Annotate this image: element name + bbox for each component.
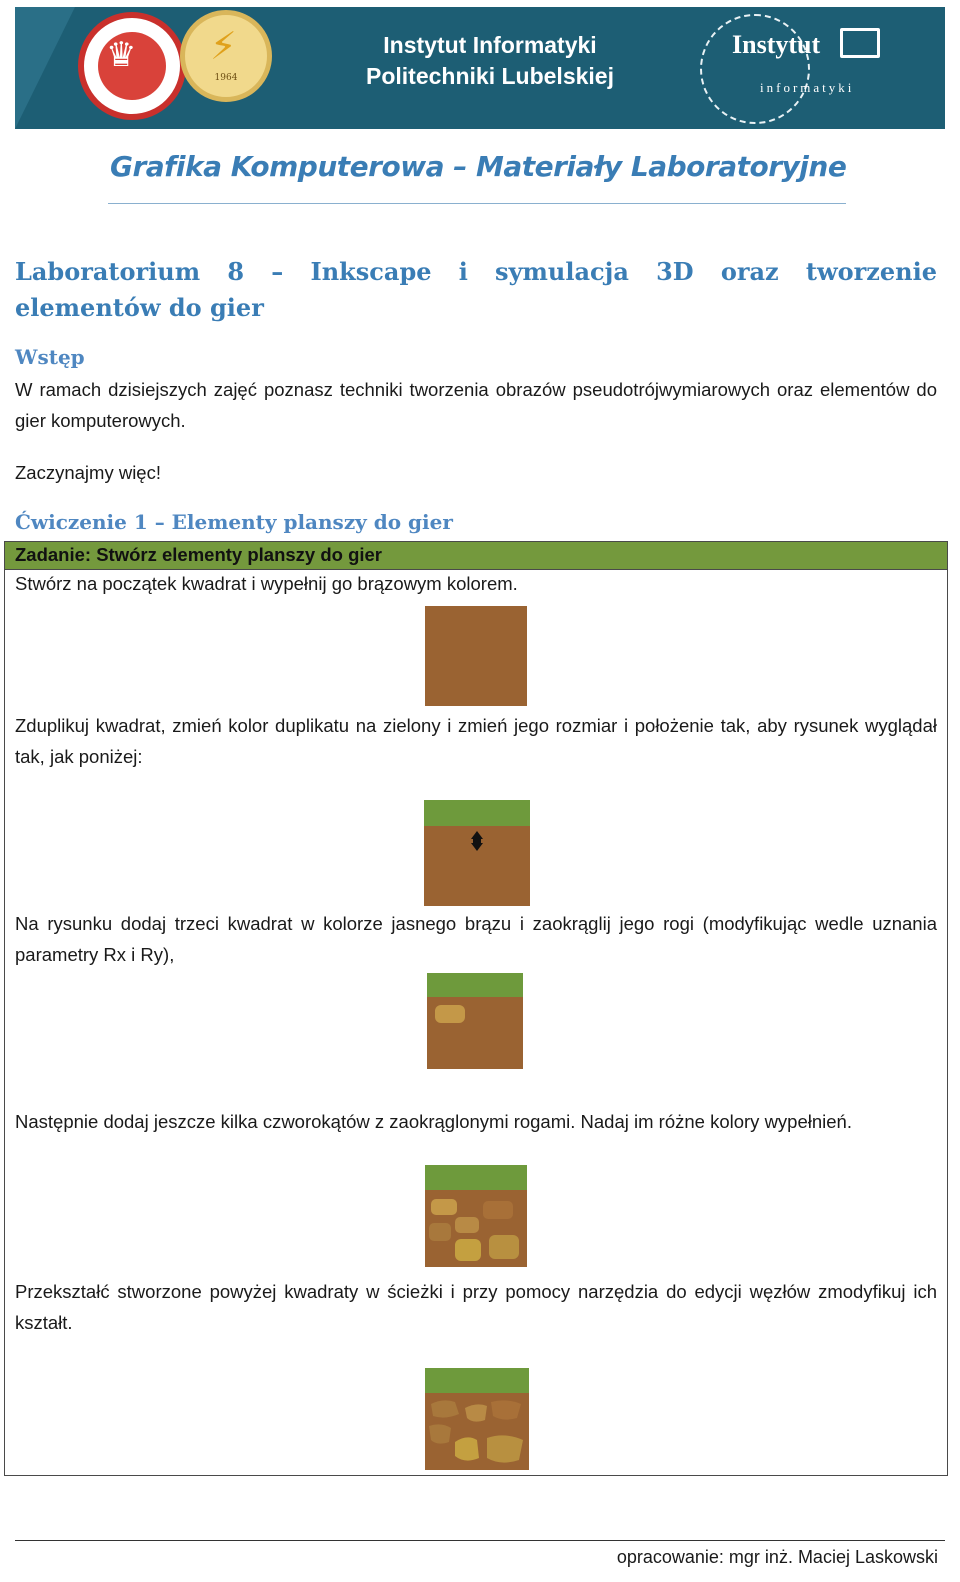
green-strip: [425, 1368, 529, 1393]
lab-heading: Laboratorium 8 – Inkscape i symulacja 3D oraz tworzenie elementów do gier: [15, 257, 937, 322]
intro-heading: Wstęp: [15, 345, 85, 369]
green-strip: [427, 973, 523, 997]
stone-path: [465, 1404, 487, 1421]
banner-title-line1: Instytut Informatyki: [383, 32, 597, 58]
tile-step-5: [425, 1368, 529, 1470]
stone: [455, 1217, 479, 1233]
stone-path: [431, 1400, 459, 1417]
tile-step-3: [427, 973, 523, 1069]
lightning-bolt-icon: ⚡: [210, 24, 237, 68]
stone-path: [491, 1400, 521, 1419]
footer-author: opracowanie: mgr inż. Maciej Laskowski: [616, 1547, 938, 1567]
politechnika-lubelska-logo: [78, 12, 186, 120]
green-strip: [424, 800, 530, 826]
stone: [483, 1201, 513, 1219]
tile-step-1: [425, 606, 527, 706]
stone: [455, 1239, 481, 1261]
faculty-logo: [180, 10, 272, 102]
banner-title: [310, 30, 670, 92]
tile-step-2: [424, 800, 530, 906]
step-4-text: Następnie dodaj jeszcze kilka czworokątów z zaokrąglonymi rogami. Nadaj im różne kolory wypełnień.: [15, 1111, 852, 1132]
banner-decoration: [15, 7, 75, 129]
monitor-icon: [840, 28, 880, 58]
logo-instytut-text: Instytut: [732, 30, 821, 59]
eagle-icon: ♛: [106, 35, 137, 75]
step-3-text: Na rysunku dodaj trzeci kwadrat w kolorze jasnego brązu i zaokrąglij jego rogi (modyfikując wedle uznania parametry Rx i Ry),: [15, 913, 937, 965]
stone-path: [429, 1424, 451, 1443]
title-divider: [108, 203, 846, 204]
tile-step-4: [425, 1165, 527, 1267]
intro-closing: Zaczynajmy więc!: [15, 462, 161, 483]
step-5-text: Przekształć stworzone powyżej kwadraty w ścieżki i przy pomocy narzędzia do edycji węzłów zmodyfikuj ich kształt.: [15, 1281, 937, 1333]
stone-path: [455, 1437, 479, 1460]
green-strip: [425, 1165, 527, 1190]
brown-square: [425, 606, 527, 706]
stone: [489, 1235, 519, 1259]
stone-path: [487, 1435, 523, 1462]
logo-informatyki-text: informatyki: [760, 80, 855, 95]
exercise-heading: Ćwiczenie 1 – Elementy planszy do gier: [15, 510, 453, 534]
logo-year: 1964: [214, 73, 238, 83]
step-1-text: Stwórz na początek kwadrat i wypełnij go brązowym kolorem.: [15, 573, 518, 594]
banner-title-line2: Politechniki Lubelskiej: [366, 63, 614, 89]
light-brown-rounded-rect: [435, 1005, 465, 1023]
task-label: Zadanie: Stwórz elementy planszy do gier: [15, 544, 383, 565]
intro-paragraph: W ramach dzisiejszych zajęć poznasz techniki tworzenia obrazów pseudotrójwymiarowych oraz elementów do gier komputerowych.: [15, 379, 937, 431]
step-2-text: Zduplikuj kwadrat, zmień kolor duplikatu na zielony i zmień jego rozmiar i położenie tak, aby rysunek wyglądał tak, jak poniżej:: [15, 715, 937, 767]
document-title: Grafika Komputerowa – Materiały Laboratoryjne: [110, 150, 847, 183]
stone: [431, 1199, 457, 1215]
stone: [429, 1223, 451, 1241]
footer-divider: [15, 1540, 945, 1541]
